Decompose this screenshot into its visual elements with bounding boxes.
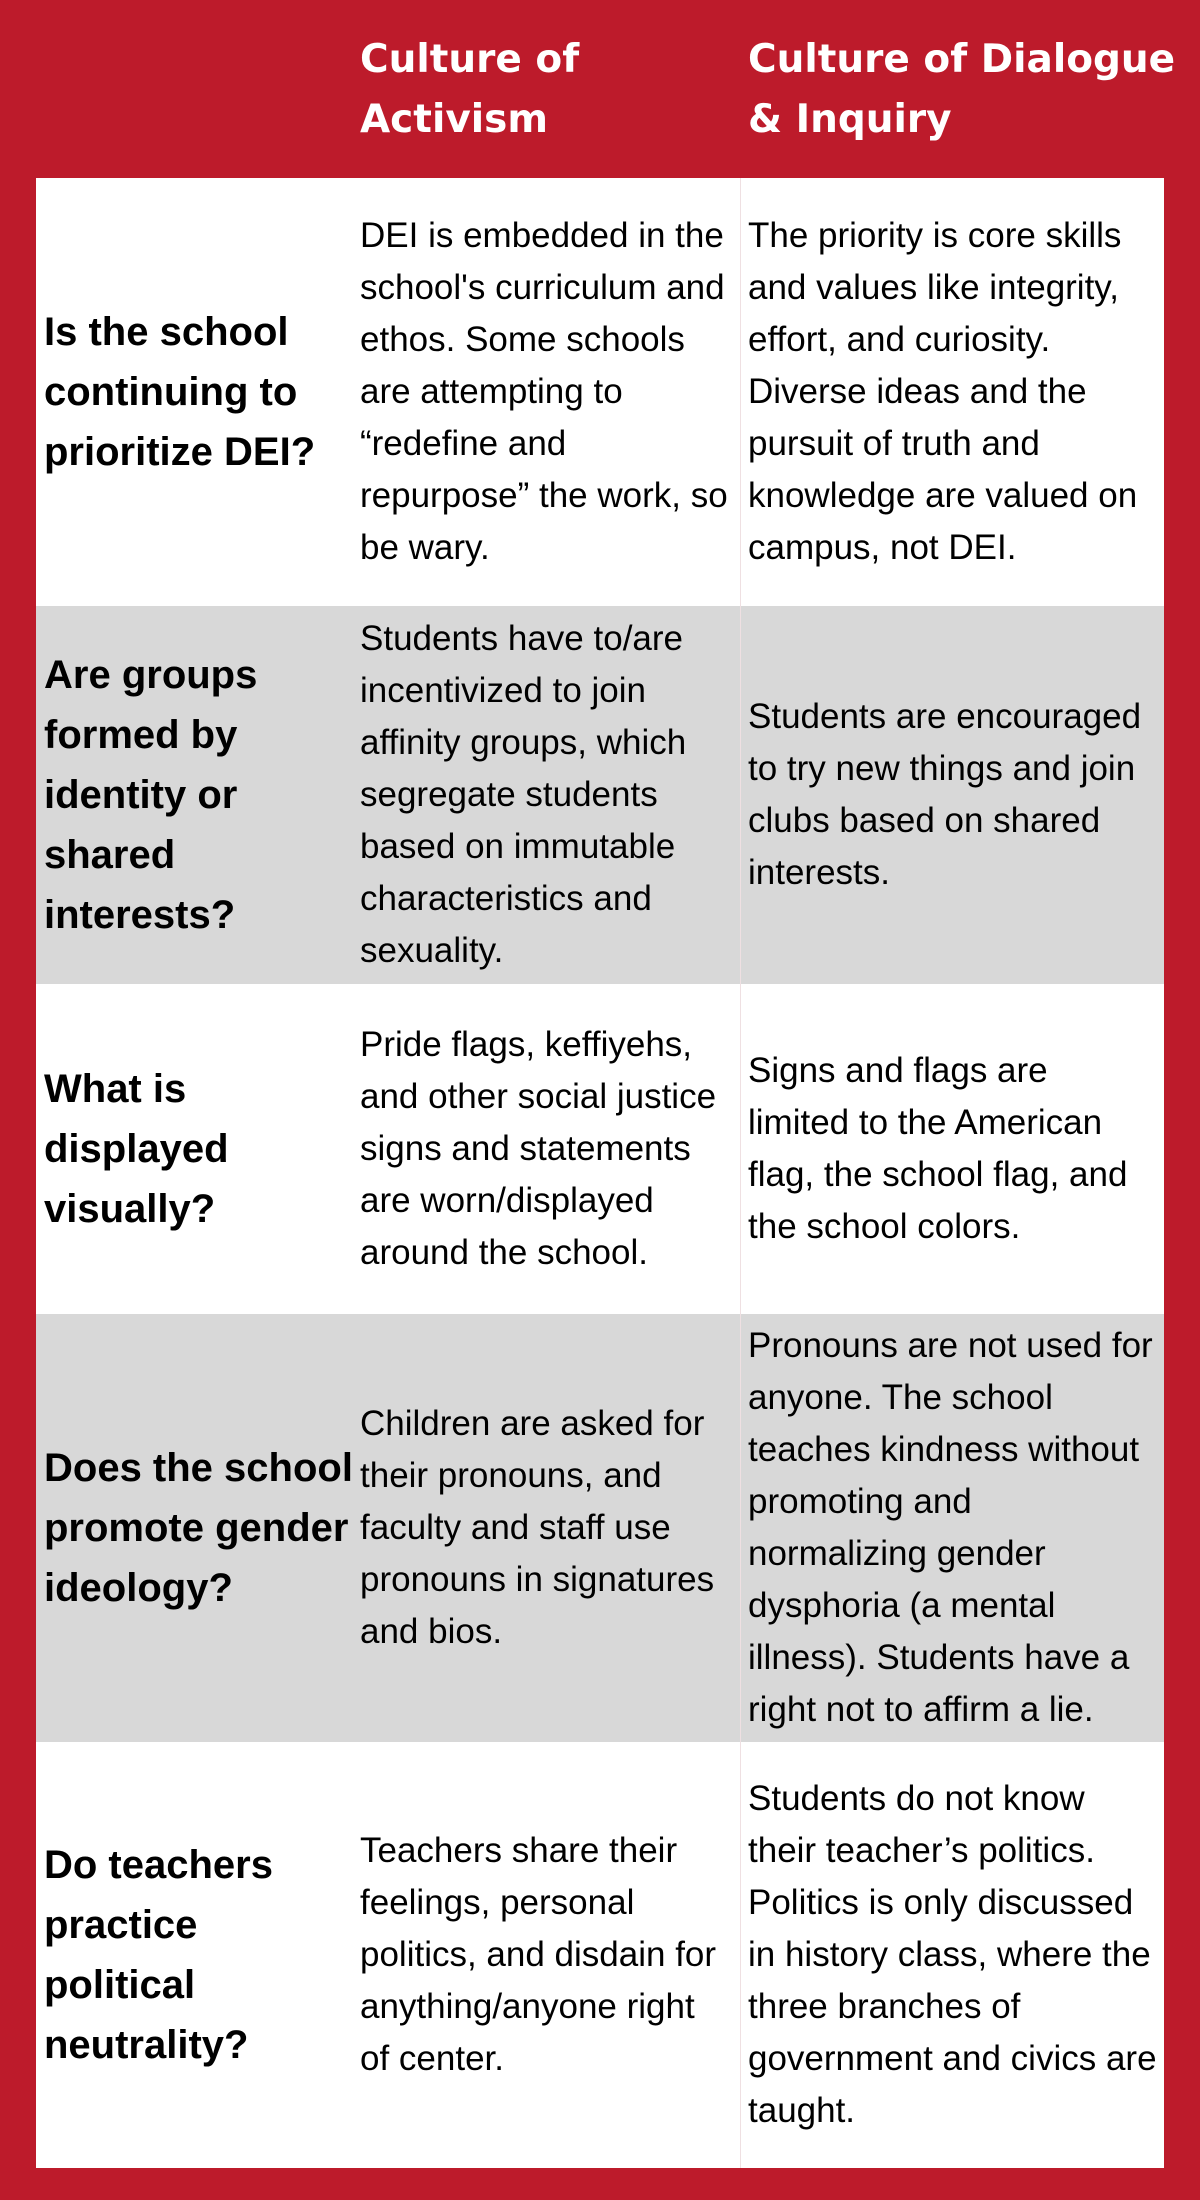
row-dialogue-text: The priority is core skills and values like integrity, effort, and curiosity. Diverse ideas and the pursuit of truth and knowledge are valued on campus, not DEI. [748,216,1138,567]
column-divider [740,178,741,606]
row-activism-answer [360,178,732,606]
row-question-text: What is displayed visually? [44,1067,229,1231]
column-divider [740,984,741,1314]
table-row [36,1314,1164,1742]
row-dialogue-text: Students do not know their teacher’s politics. Politics is only discussed in history class, where the three branches of government and civics are taught. [748,1779,1157,2130]
row-question [44,178,354,606]
row-question-text: Are groups formed by identity or shared interests? [44,653,258,937]
comparison-table [36,178,1164,2168]
row-activism-text: Children are asked for their pronouns, and faculty and staff use pronouns in signatures and bios. [360,1404,715,1651]
row-question [44,1314,354,1742]
row-question [44,1742,354,2168]
row-activism-answer [360,1742,732,2168]
column-divider [740,1314,741,1742]
column-divider [740,1742,741,2168]
row-dialogue-answer [748,606,1158,984]
table-row [36,1742,1164,2168]
row-dialogue-text: Students are encouraged to try new things and join clubs based on shared interests. [748,697,1142,892]
row-dialogue-text: Signs and flags are limited to the American flag, the school flag, and the school colors. [748,1051,1128,1246]
row-dialogue-answer [748,984,1158,1314]
column-header-activism: Culture of Activism [360,37,580,142]
row-dialogue-answer [748,1742,1158,2168]
row-activism-text: Teachers share their feelings, personal politics, and disdain for anything/anyone right of center. [360,1831,717,2078]
row-dialogue-answer [748,178,1158,606]
row-question-text: Does the school promote gender ideology? [44,1446,353,1610]
column-divider [740,606,741,984]
row-activism-text: DEI is embedded in the school's curriculum and ethos. Some schools are attempting to “redefine and repurpose” the work, so be wary. [360,216,728,567]
table-row [36,984,1164,1314]
row-activism-text: Students have to/are incentivized to join affinity groups, which segregate students based on immutable characteristics and sexuality. [360,619,687,970]
table-row [36,178,1164,606]
row-activism-answer [360,1314,732,1742]
row-dialogue-text: Pronouns are not used for anyone. The school teaches kindness without promoting and normalizing gender dysphoria (a mental illness). Students have a right not to affirm a lie. [748,1326,1153,1729]
row-activism-answer [360,606,732,984]
row-question-text: Do teachers practice political neutrality? [44,1843,273,2067]
row-question [44,984,354,1314]
row-question-text: Is the school continuing to prioritize DEI? [44,310,316,474]
column-header-dialogue: Culture of Dialogue & Inquiry [748,37,1176,142]
table-row [36,606,1164,984]
row-activism-answer [360,984,732,1314]
table-header [0,0,1200,178]
row-question [44,606,354,984]
row-dialogue-answer [748,1314,1158,1742]
row-activism-text: Pride flags, keffiyehs, and other social justice signs and statements are worn/displayed around the school. [360,1025,717,1272]
